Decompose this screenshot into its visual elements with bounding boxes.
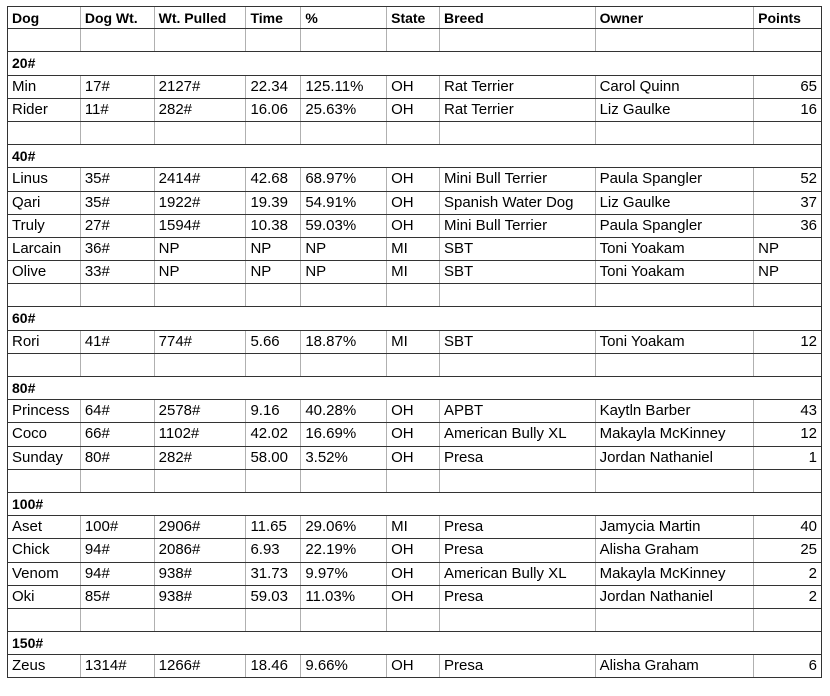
- cell-state: MI: [387, 331, 440, 353]
- cell-dog-weight: 17#: [81, 76, 155, 98]
- empty-cell: [301, 122, 387, 144]
- cell-points: 12: [800, 332, 818, 350]
- cell-state: MI: [387, 516, 440, 538]
- cell-weight-pulled: 774#: [155, 331, 247, 353]
- empty-cell: [81, 609, 155, 631]
- cell-owner: Liz Gaulke: [596, 99, 755, 121]
- empty-cell: [155, 609, 247, 631]
- empty-cell: [246, 470, 301, 492]
- weight-class-label: 20#: [12, 55, 36, 72]
- cell-breed: SBT: [440, 261, 596, 283]
- empty-cell: [246, 354, 301, 376]
- weight-class-row: [7, 377, 822, 400]
- cell-dog-weight: 85#: [81, 586, 155, 608]
- cell-percent: 54.91%: [301, 192, 387, 214]
- cell-weight-pulled: 1266#: [155, 655, 247, 677]
- cell-breed: SBT: [440, 331, 596, 353]
- cell-percent: 22.19%: [301, 539, 387, 561]
- table-row: [7, 423, 822, 446]
- cell-weight-pulled: 2414#: [155, 168, 247, 190]
- cell-state: OH: [387, 563, 440, 585]
- cell-dog-weight: 35#: [81, 168, 155, 190]
- cell-percent: NP: [301, 238, 387, 260]
- cell-time: NP: [246, 261, 301, 283]
- empty-cell: [155, 29, 247, 51]
- cell-time: 42.68: [246, 168, 301, 190]
- cell-percent: 40.28%: [301, 400, 387, 422]
- cell-state: OH: [387, 539, 440, 561]
- empty-cell: [8, 284, 81, 306]
- empty-cell: [301, 354, 387, 376]
- spacer-row: [7, 470, 822, 493]
- cell-time: 42.02: [246, 423, 301, 445]
- cell-percent: 25.63%: [301, 99, 387, 121]
- cell-breed: Spanish Water Dog: [440, 192, 596, 214]
- empty-cell: [301, 470, 387, 492]
- empty-cell: [155, 470, 247, 492]
- empty-cell: [387, 470, 440, 492]
- cell-state: OH: [387, 192, 440, 214]
- col-header-percent: %: [301, 7, 387, 28]
- cell-dog-weight: 64#: [81, 400, 155, 422]
- table-row: [7, 99, 822, 122]
- cell-breed: APBT: [440, 400, 596, 422]
- cell-percent: 18.87%: [301, 331, 387, 353]
- cell-percent: 16.69%: [301, 423, 387, 445]
- cell-dog: Venom: [8, 563, 81, 585]
- weight-class-label: 60#: [12, 310, 36, 327]
- empty-cell: [155, 354, 247, 376]
- cell-weight-pulled: 938#: [155, 586, 247, 608]
- cell-time: NP: [246, 238, 301, 260]
- table-row: [7, 238, 822, 261]
- cell-points: NP: [758, 263, 780, 281]
- cell-dog: Qari: [8, 192, 81, 214]
- cell-weight-pulled: NP: [155, 261, 247, 283]
- cell-state: OH: [387, 215, 440, 237]
- empty-cell: [596, 284, 755, 306]
- cell-time: 16.06: [246, 99, 301, 121]
- col-header-points: Points: [758, 10, 801, 26]
- spacer-row: [7, 284, 822, 307]
- cell-percent: 59.03%: [301, 215, 387, 237]
- table-row: [7, 516, 822, 539]
- cell-state: MI: [387, 261, 440, 283]
- table-row: [7, 215, 822, 238]
- empty-cell: [8, 29, 81, 51]
- empty-cell: [440, 470, 596, 492]
- empty-cell: [596, 122, 755, 144]
- cell-weight-pulled: 938#: [155, 563, 247, 585]
- empty-cell: [155, 122, 247, 144]
- cell-percent: 29.06%: [301, 516, 387, 538]
- empty-cell: [754, 284, 821, 306]
- cell-dog: Larcain: [8, 238, 81, 260]
- empty-cell: [246, 29, 301, 51]
- empty-cell: [81, 29, 155, 51]
- cell-time: 19.39: [246, 192, 301, 214]
- cell-dog: Sunday: [8, 447, 81, 469]
- table-row: [7, 331, 822, 354]
- cell-dog: Zeus: [8, 655, 81, 677]
- cell-points: 12: [800, 425, 818, 443]
- cell-dog-weight: 11#: [81, 99, 155, 121]
- cell-breed: Presa: [440, 516, 596, 538]
- cell-percent: 125.11%: [301, 76, 387, 98]
- table-row: [7, 400, 822, 423]
- cell-owner: Kaytln Barber: [596, 400, 755, 422]
- cell-dog-weight: 36#: [81, 238, 155, 260]
- cell-dog: Linus: [8, 168, 81, 190]
- cell-owner: Jordan Nathaniel: [596, 586, 755, 608]
- cell-state: OH: [387, 586, 440, 608]
- cell-owner: Carol Quinn: [596, 76, 755, 98]
- cell-breed: Presa: [440, 586, 596, 608]
- empty-cell: [387, 354, 440, 376]
- cell-dog: Chick: [8, 539, 81, 561]
- cell-points: 2: [808, 587, 818, 605]
- table-row: [7, 261, 822, 284]
- cell-dog: Oki: [8, 586, 81, 608]
- cell-state: OH: [387, 168, 440, 190]
- cell-owner: Toni Yoakam: [596, 331, 755, 353]
- table-row: [7, 539, 822, 562]
- cell-points: 2: [808, 564, 818, 582]
- cell-time: 11.65: [246, 516, 301, 538]
- weight-class-row: [7, 52, 822, 75]
- cell-weight-pulled: 2906#: [155, 516, 247, 538]
- cell-weight-pulled: 2578#: [155, 400, 247, 422]
- cell-dog: Princess: [8, 400, 81, 422]
- header-row: [7, 6, 822, 29]
- cell-time: 31.73: [246, 563, 301, 585]
- cell-percent: 9.66%: [301, 655, 387, 677]
- empty-cell: [440, 29, 596, 51]
- empty-cell: [387, 122, 440, 144]
- cell-breed: Presa: [440, 447, 596, 469]
- cell-owner: Paula Spangler: [596, 168, 755, 190]
- spacer-row: [7, 609, 822, 632]
- cell-points: 37: [800, 193, 818, 211]
- empty-cell: [246, 284, 301, 306]
- cell-dog: Rider: [8, 99, 81, 121]
- cell-points: 36: [800, 216, 818, 234]
- empty-cell: [440, 609, 596, 631]
- cell-state: OH: [387, 447, 440, 469]
- cell-weight-pulled: 282#: [155, 447, 247, 469]
- empty-cell: [754, 354, 821, 376]
- cell-owner: Makayla McKinney: [596, 423, 755, 445]
- cell-breed: Presa: [440, 655, 596, 677]
- empty-cell: [754, 122, 821, 144]
- spacer-row: [7, 29, 822, 52]
- cell-percent: 68.97%: [301, 168, 387, 190]
- empty-cell: [387, 609, 440, 631]
- cell-weight-pulled: 1102#: [155, 423, 247, 445]
- cell-state: MI: [387, 238, 440, 260]
- cell-breed: Rat Terrier: [440, 99, 596, 121]
- cell-breed: Mini Bull Terrier: [440, 215, 596, 237]
- cell-dog-weight: 66#: [81, 423, 155, 445]
- empty-cell: [440, 354, 596, 376]
- empty-cell: [387, 284, 440, 306]
- table-row: [7, 655, 822, 678]
- cell-breed: American Bully XL: [440, 423, 596, 445]
- weight-class-row: [7, 632, 822, 655]
- cell-percent: NP: [301, 261, 387, 283]
- empty-cell: [596, 29, 755, 51]
- weight-class-label: 150#: [12, 635, 44, 652]
- cell-dog-weight: 27#: [81, 215, 155, 237]
- cell-owner: Jordan Nathaniel: [596, 447, 755, 469]
- cell-breed: Mini Bull Terrier: [440, 168, 596, 190]
- col-header-weight-pulled: Wt. Pulled: [155, 7, 247, 28]
- cell-owner: Liz Gaulke: [596, 192, 755, 214]
- empty-cell: [81, 122, 155, 144]
- cell-points: 52: [800, 170, 818, 188]
- weight-class-row: [7, 145, 822, 168]
- cell-state: OH: [387, 400, 440, 422]
- empty-cell: [8, 354, 81, 376]
- cell-breed: American Bully XL: [440, 563, 596, 585]
- cell-state: OH: [387, 99, 440, 121]
- weight-class-label: 80#: [12, 380, 36, 396]
- cell-time: 10.38: [246, 215, 301, 237]
- cell-owner: Makayla McKinney: [596, 563, 755, 585]
- cell-time: 18.46: [246, 655, 301, 677]
- results-table: [7, 6, 822, 678]
- empty-cell: [596, 470, 755, 492]
- cell-percent: 9.97%: [301, 563, 387, 585]
- empty-cell: [754, 470, 821, 492]
- cell-time: 22.34: [246, 76, 301, 98]
- empty-cell: [155, 284, 247, 306]
- empty-cell: [8, 609, 81, 631]
- empty-cell: [246, 609, 301, 631]
- cell-points: 1: [808, 448, 818, 466]
- empty-cell: [440, 122, 596, 144]
- cell-weight-pulled: 2086#: [155, 539, 247, 561]
- table-row: [7, 192, 822, 215]
- empty-cell: [246, 122, 301, 144]
- cell-time: 5.66: [246, 331, 301, 353]
- cell-dog: Truly: [8, 215, 81, 237]
- cell-dog-weight: 94#: [81, 539, 155, 561]
- cell-percent: 11.03%: [301, 586, 387, 608]
- cell-state: OH: [387, 655, 440, 677]
- cell-time: 59.03: [246, 586, 301, 608]
- table-row: [7, 447, 822, 470]
- cell-points: 40: [800, 518, 818, 536]
- cell-owner: Jamycia Martin: [596, 516, 755, 538]
- cell-dog-weight: 35#: [81, 192, 155, 214]
- cell-breed: Rat Terrier: [440, 76, 596, 98]
- table-row: [7, 76, 822, 99]
- cell-points: NP: [758, 239, 780, 257]
- empty-cell: [754, 29, 821, 51]
- cell-points: 43: [800, 402, 818, 420]
- cell-weight-pulled: 1922#: [155, 192, 247, 214]
- cell-points: 6: [808, 657, 818, 675]
- cell-time: 9.16: [246, 400, 301, 422]
- table-row: [7, 563, 822, 586]
- cell-percent: 3.52%: [301, 447, 387, 469]
- empty-cell: [596, 609, 755, 631]
- empty-cell: [596, 354, 755, 376]
- weight-class-row: [7, 493, 822, 516]
- empty-cell: [301, 609, 387, 631]
- empty-cell: [8, 122, 81, 144]
- cell-dog-weight: 94#: [81, 563, 155, 585]
- cell-weight-pulled: 1594#: [155, 215, 247, 237]
- table-row: [7, 168, 822, 191]
- empty-cell: [8, 470, 81, 492]
- cell-time: 6.93: [246, 539, 301, 561]
- cell-breed: SBT: [440, 238, 596, 260]
- cell-owner: Alisha Graham: [596, 655, 755, 677]
- empty-cell: [440, 284, 596, 306]
- cell-dog-weight: 33#: [81, 261, 155, 283]
- empty-cell: [387, 29, 440, 51]
- col-header-time: Time: [246, 7, 301, 28]
- cell-dog: Aset: [8, 516, 81, 538]
- col-header-dog: Dog: [8, 7, 81, 28]
- cell-points: 16: [800, 100, 818, 118]
- cell-dog: Rori: [8, 331, 81, 353]
- cell-weight-pulled: 282#: [155, 99, 247, 121]
- col-header-dog-weight: Dog Wt.: [81, 7, 155, 28]
- col-header-owner: Owner: [596, 7, 755, 28]
- col-header-state: State: [387, 7, 440, 28]
- weight-class-row: [7, 307, 822, 330]
- spacer-row: [7, 354, 822, 377]
- cell-dog-weight: 100#: [81, 516, 155, 538]
- cell-state: OH: [387, 76, 440, 98]
- table-row: [7, 586, 822, 609]
- empty-cell: [81, 354, 155, 376]
- spacer-row: [7, 122, 822, 145]
- cell-owner: Paula Spangler: [596, 215, 755, 237]
- weight-class-label: 40#: [12, 148, 36, 165]
- empty-cell: [81, 284, 155, 306]
- cell-dog: Coco: [8, 423, 81, 445]
- empty-cell: [301, 284, 387, 306]
- empty-cell: [301, 29, 387, 51]
- cell-owner: Toni Yoakam: [596, 238, 755, 260]
- cell-dog: Olive: [8, 261, 81, 283]
- weight-class-label: 100#: [12, 495, 44, 512]
- cell-dog: Min: [8, 76, 81, 98]
- cell-points: 25: [800, 541, 818, 559]
- cell-weight-pulled: 2127#: [155, 76, 247, 98]
- cell-owner: Alisha Graham: [596, 539, 755, 561]
- cell-points: 65: [800, 77, 818, 95]
- cell-dog-weight: 80#: [81, 447, 155, 469]
- cell-weight-pulled: NP: [155, 238, 247, 260]
- empty-cell: [81, 470, 155, 492]
- cell-dog-weight: 41#: [81, 331, 155, 353]
- cell-breed: Presa: [440, 539, 596, 561]
- cell-owner: Toni Yoakam: [596, 261, 755, 283]
- empty-cell: [754, 609, 821, 631]
- cell-state: OH: [387, 423, 440, 445]
- col-header-breed: Breed: [440, 7, 596, 28]
- cell-dog-weight: 1314#: [81, 655, 155, 677]
- cell-time: 58.00: [246, 447, 301, 469]
